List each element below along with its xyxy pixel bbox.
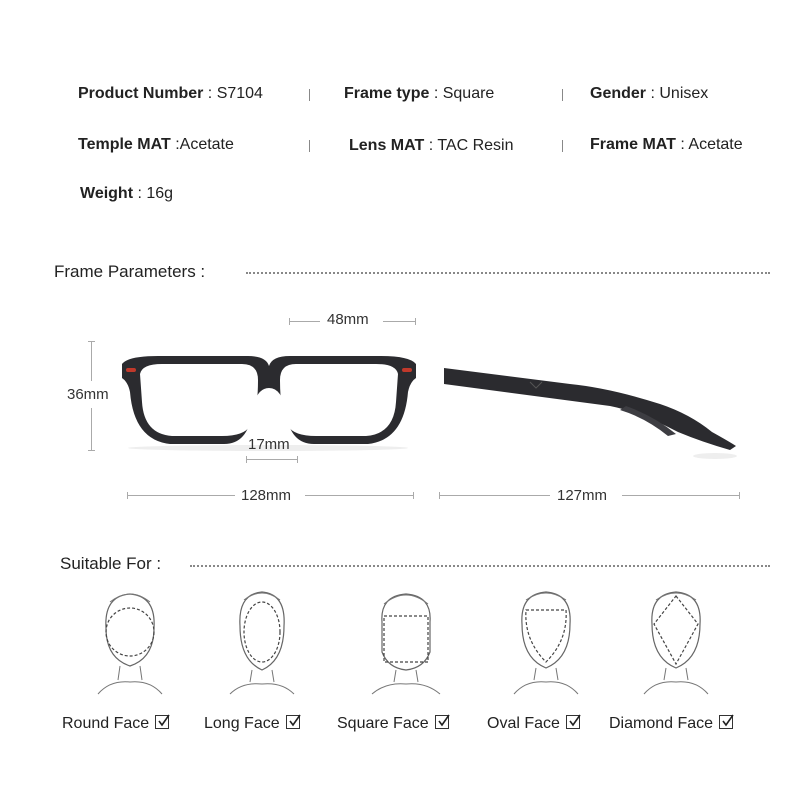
square-face-sketch [366,588,446,696]
round-face-option: Round Face [62,715,169,733]
long-face-option: Long Face [204,715,300,733]
glasses-temple-image [440,362,742,462]
dimension-tick [246,456,247,463]
checkmark-icon [566,715,580,729]
dimension-tick [739,492,740,499]
spec-lens-mat: Lens MAT : TAC Resin [349,137,514,154]
spec-divider [562,89,563,101]
lens-height-label: 36mm [67,386,109,403]
oval-face-option: Oval Face [487,715,580,733]
dimension-tick [415,318,416,325]
spec-gender: Gender : Unisex [590,85,709,102]
spec-divider [309,140,310,152]
checkmark-icon [435,715,449,729]
temple-length-line [439,495,550,496]
round-face-sketch [90,588,170,696]
bridge-line [246,459,298,460]
dimension-tick [88,450,95,451]
spec-weight: Weight : 16g [80,185,174,202]
lens-width-line [383,321,416,322]
square-face-option: Square Face [337,715,449,733]
temple-length-label: 127mm [557,487,608,504]
oval-face-sketch [506,588,586,696]
spec-divider [309,89,310,101]
bridge-label: 17mm [248,436,290,453]
checkmark-icon [155,715,169,729]
spec-temple-mat: Temple MAT :Acetate [78,136,234,153]
dimension-tick [297,456,298,463]
frame-width-label: 128mm [241,487,292,504]
section-dotted-rule [190,565,770,567]
diamond-face-sketch [636,588,716,696]
checkmark-icon [286,715,300,729]
lens-height-line [91,408,92,450]
spec-divider [562,140,563,152]
dimension-tick [413,492,414,499]
lens-width-label: 48mm [327,311,369,328]
frame-width-line [305,495,414,496]
lens-width-line [289,321,320,322]
dimension-tick [289,318,290,325]
spec-product-number: Product Number : S7104 [78,85,263,102]
frame-width-line [127,495,235,496]
lens-height-line [91,341,92,381]
dimension-tick [88,341,95,342]
section-dotted-rule [246,272,770,274]
long-face-sketch [222,588,302,696]
diamond-face-option: Diamond Face [609,715,733,733]
spec-frame-type: Frame type : Square [344,85,495,102]
dimension-tick [127,492,128,499]
spec-frame-mat: Frame MAT : Acetate [590,136,743,153]
temple-length-line [622,495,740,496]
suitable-for-title: Suitable For : [60,554,162,573]
checkmark-icon [719,715,733,729]
dimension-tick [439,492,440,499]
frame-parameters-title: Frame Parameters : [54,262,206,281]
